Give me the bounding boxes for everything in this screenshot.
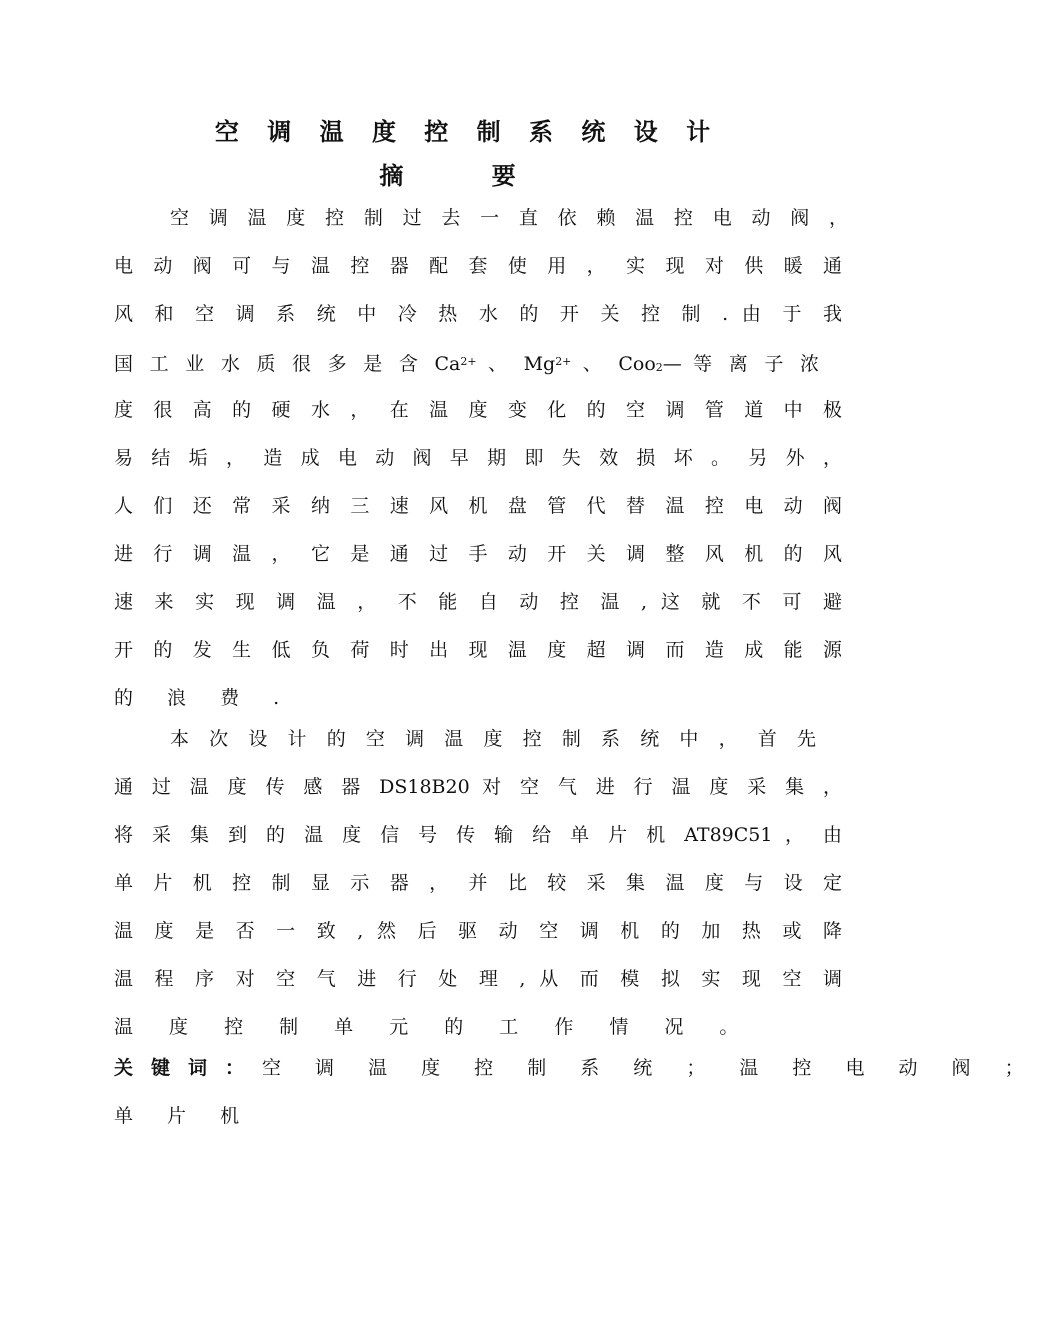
paragraph2-line-3: 将 采 集 到 的 温 度 信 号 传 输 给 单 片 机 AT89C51 ， 由 [114,824,842,846]
paragraph1-line-3: 风 和 空 调 系 统 中 冷 热 水 的 开 关 控 制 . 由 于 我 [114,303,842,325]
abstract-heading: 摘 要 [379,161,556,190]
ion-co: Coo$_2$— [618,353,682,375]
paragraph1-line-5: 度 很 高 的 硬 水 ， 在 温 度 变 化 的 空 调 管 道 中 极 [114,399,842,421]
keywords-label: 关键词： [114,1057,263,1079]
keywords-line-1 [114,1055,1038,1081]
ion-ca: $Ca^{2+}$ [434,353,477,375]
paragraph2-line-5: 温 度 是 否 一 致 , 然 后 驱 动 空 调 机 的 加 热 或 降 [114,920,842,942]
paragraph1-line-2: 电 动 阀 可 与 温 控 器 配 套 使 用 ， 实 现 对 供 暖 通 [114,255,842,277]
keywords-line-2: 单 片 机 [114,1105,254,1127]
keywords-text: 空 调 温 度 控 制 系 统 ； 温 控 电 动 阀 ； [262,1057,1038,1079]
document-title: 空 调 温 度 控 制 系 统 设 计 [214,117,721,146]
ion-mg: $Mg^{2+}$ [523,353,572,375]
paragraph1-line-11: 的 浪 费 . [114,687,294,709]
line-4-tail: 等 离 子 浓 [693,353,819,375]
separator: 、 [487,353,513,375]
paragraph1-line-7: 人 们 还 常 采 纳 三 速 风 机 盘 管 代 替 温 控 电 动 阀 [114,495,842,517]
paragraph2-line-2: 通 过 温 度 传 感 器 DS18B20 对 空 气 进 行 温 度 采 集 ， [114,776,842,798]
separator: 、 [582,353,608,375]
paragraph2-line-1: 本 次 设 计 的 空 调 温 度 控 制 系 统 中 ， 首 先 [170,728,816,750]
paragraph1-line-4 [114,349,819,381]
line-4-head: 国 工 业 水 质 很 多 是 含 [114,353,424,375]
paragraph1-line-8: 进 行 调 温 ， 它 是 通 过 手 动 开 关 调 整 风 机 的 风 [114,543,842,565]
paragraph1-line-10: 开 的 发 生 低 负 荷 时 出 现 温 度 超 调 而 造 成 能 源 [114,639,842,661]
paragraph1-line-1: 空 调 温 度 控 制 过 去 一 直 依 赖 温 控 电 动 阀 ， [170,207,848,229]
paragraph2-line-7: 温 度 控 制 单 元 的 工 作 情 况 。 [114,1016,754,1038]
paragraph2-line-4: 单 片 机 控 制 显 示 器 ， 并 比 较 采 集 温 度 与 设 定 [114,872,842,894]
paragraph2-line-6: 温 程 序 对 空 气 进 行 处 理 , 从 而 模 拟 实 现 空 调 [114,968,842,990]
paragraph1-line-9: 速 来 实 现 调 温 ， 不 能 自 动 控 温 , 这 就 不 可 避 [114,591,842,613]
paragraph1-line-6: 易 结 垢 ， 造 成 电 动 阀 早 期 即 失 效 损 坏 。 另 外 ， [114,447,842,469]
